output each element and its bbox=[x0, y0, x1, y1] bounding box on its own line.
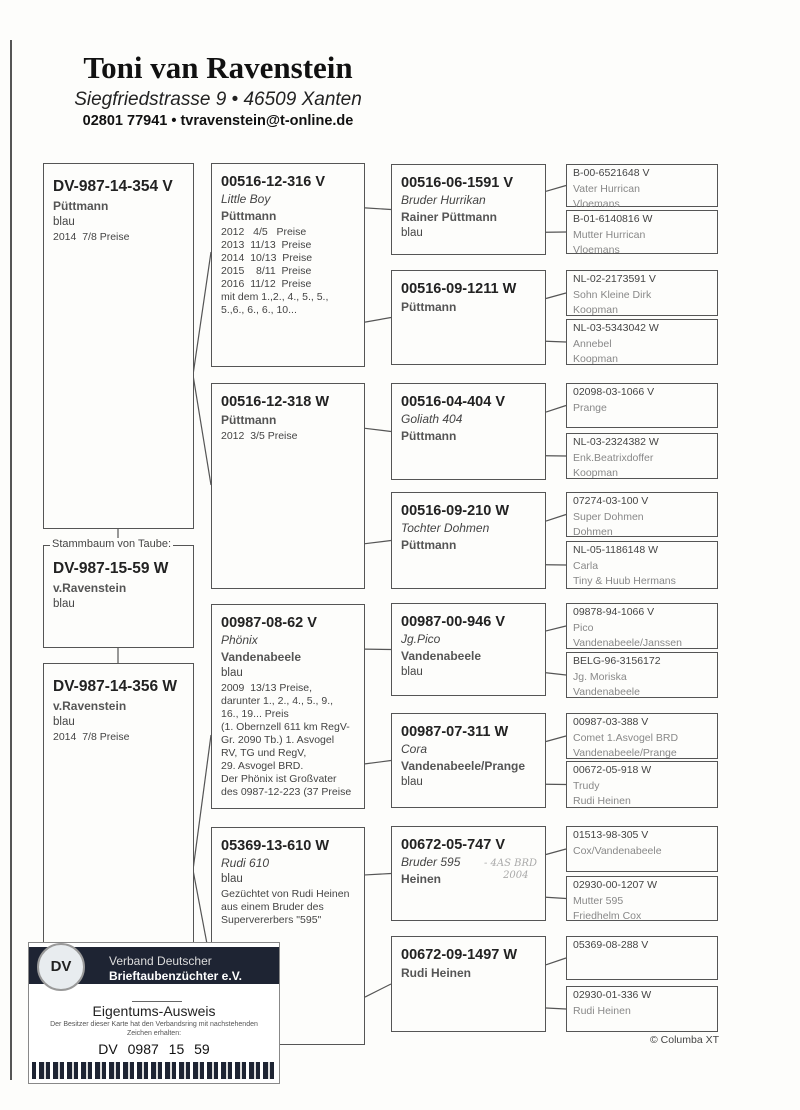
card-text: Der Besitzer dieser Karte hat den Verbandsring mit nachstehenden Zeichen erhalten: bbox=[50, 1021, 258, 1037]
ring-number: 01513-98-305 V bbox=[573, 829, 649, 841]
ring-number: 02930-01-336 W bbox=[573, 989, 652, 1001]
ancestor-detail: Vater Hurrican bbox=[573, 182, 640, 195]
ancestor-box bbox=[566, 986, 718, 1032]
grandparent-box bbox=[211, 604, 365, 809]
divider bbox=[132, 1001, 182, 1002]
ring-number: 00987-03-388 V bbox=[573, 716, 649, 728]
breeder: v.Ravenstein bbox=[53, 581, 127, 595]
ring-number: 00672-05-747 V bbox=[401, 837, 505, 853]
connector-line bbox=[193, 375, 211, 485]
connector-line bbox=[365, 761, 391, 764]
breeder: Püttmann bbox=[221, 413, 277, 427]
copyright: © Columba XT bbox=[650, 1034, 720, 1046]
ring-number: BELG-96-3156172 bbox=[573, 655, 661, 667]
ring-number: 00516-12-316 V bbox=[221, 174, 325, 190]
pigeon-name: Phönix bbox=[221, 633, 258, 647]
ancestor-box bbox=[566, 210, 718, 254]
ring-number: B-01-6140816 W bbox=[573, 213, 653, 225]
connector-line bbox=[365, 541, 391, 544]
connector-line bbox=[546, 341, 566, 342]
breeder: Püttmann bbox=[53, 199, 109, 213]
ancestor-detail: Vandenabeele/Prange bbox=[573, 747, 677, 759]
ancestor-detail: Comet 1.Asvogel BRD bbox=[573, 731, 679, 744]
subject-pigeon-box bbox=[43, 545, 194, 648]
connector-line bbox=[546, 626, 566, 631]
pigeon-name: Cora bbox=[401, 742, 428, 756]
connector-line bbox=[546, 897, 566, 898]
connector-line bbox=[546, 958, 566, 965]
ring-number: 00516-09-1211 W bbox=[401, 281, 517, 297]
color: blau bbox=[221, 667, 243, 679]
ring-number: 05369-13-610 W bbox=[221, 838, 330, 854]
ancestor-detail: Mutter 595 bbox=[573, 894, 624, 907]
ring-number: 00516-04-404 V bbox=[401, 394, 505, 410]
ancestor-detail: Koopman bbox=[573, 304, 618, 316]
ancestor-detail: Koopman bbox=[573, 467, 618, 479]
color: blau bbox=[53, 716, 75, 728]
breeder: Rudi Heinen bbox=[401, 966, 472, 980]
connector-line bbox=[365, 984, 391, 997]
org-name-1: Verband Deutscher bbox=[109, 954, 212, 968]
breeder: Püttmann bbox=[401, 429, 457, 443]
ancestor-box bbox=[566, 541, 718, 589]
breeder: Püttmann bbox=[221, 209, 277, 223]
ancestor-detail: Enk.Beatrixdoffer bbox=[573, 451, 654, 464]
breeder: Püttmann bbox=[401, 300, 457, 314]
ancestor-box bbox=[566, 761, 718, 808]
ancestor-box bbox=[566, 652, 718, 698]
ring-number: 00516-06-1591 V bbox=[401, 175, 514, 191]
ring-number: 00987-08-62 V bbox=[221, 615, 317, 631]
ring-number: 00672-05-918 W bbox=[573, 764, 652, 776]
grandparent-box bbox=[211, 163, 365, 367]
ring-number: NL-03-2324382 W bbox=[573, 436, 659, 448]
ancestor-detail: Koopman bbox=[573, 353, 618, 365]
ancestor-detail: Vloemans bbox=[573, 198, 620, 210]
ancestor-detail: Annebel bbox=[573, 337, 612, 350]
pigeon-name: Tochter Dohmen bbox=[401, 521, 490, 535]
ring-number: 00987-07-311 W bbox=[401, 724, 509, 740]
ancestor-detail: Pico bbox=[573, 621, 594, 634]
connector-line bbox=[546, 515, 566, 522]
ancestor-detail: Trudy bbox=[573, 779, 600, 792]
decorative-border bbox=[32, 1062, 276, 1079]
performance-notes: Gezüchtet von Rudi Heinen aus einem Bruder des Supervererbers "595" bbox=[221, 888, 350, 926]
ancestor-detail: Sohn Kleine Dirk bbox=[573, 288, 652, 301]
great-grandparent-box bbox=[391, 492, 546, 589]
ancestor-detail: Jg. Moriska bbox=[573, 670, 627, 683]
ring-number: 02098-03-1066 V bbox=[573, 386, 655, 398]
breeder: Vandenabeele/Prange bbox=[401, 759, 526, 773]
ring-number: 07274-03-100 V bbox=[573, 495, 649, 507]
breeder: Vandenabeele bbox=[401, 649, 482, 663]
ancestor-detail: Vandenabeele/Janssen bbox=[573, 637, 682, 649]
ancestor-box bbox=[566, 492, 718, 537]
pigeon-name: Bruder 595 bbox=[401, 855, 461, 869]
connector-line bbox=[365, 428, 391, 431]
connector-line bbox=[546, 186, 566, 192]
connector-line bbox=[546, 673, 566, 675]
color: blau bbox=[401, 776, 423, 788]
connector-line bbox=[546, 849, 566, 855]
ancestor-detail: Mutter Hurrican bbox=[573, 228, 646, 241]
ancestor-detail: Carla bbox=[573, 559, 599, 572]
handwritten-note-text: - 4AS BRD 2004 bbox=[484, 858, 538, 881]
ring-number: 00516-12-318 W bbox=[221, 394, 330, 410]
ancestor-detail: Vloemans bbox=[573, 244, 620, 256]
ancestor-box bbox=[566, 876, 718, 921]
performance-notes: 2009 13/13 Preise, darunter 1., 2., 4., 5., 9., 16., 19... Preis (1. Obernzell 611 km RegV- Gr. 2090 Tb.) 1. Asvogel RV, TG und RegV, 29. Asvogel BRD. Der Phönix ist Großvater des 0987-12-223 (37 Preise bbox=[221, 682, 352, 798]
ancestor-detail: Tiny & Huub Hermans bbox=[573, 575, 676, 587]
ring-number: NL-05-1186148 W bbox=[573, 544, 659, 556]
performance-notes: 2014 7/8 Preise bbox=[53, 731, 130, 743]
ancestor-detail: Super Dohmen bbox=[573, 510, 644, 523]
ring-number: NL-03-5343042 W bbox=[573, 322, 659, 334]
pigeon-name: Goliath 404 bbox=[401, 412, 463, 426]
connector-line bbox=[546, 293, 566, 299]
ancestor-box bbox=[566, 270, 718, 316]
great-grandparent-box bbox=[391, 936, 546, 1032]
ancestor-detail: Cox/Vandenabeele bbox=[573, 844, 662, 857]
ancestor-box bbox=[566, 433, 718, 479]
ring-number: B-00-6521648 V bbox=[573, 167, 650, 179]
performance-notes: 2014 7/8 Preise bbox=[53, 231, 130, 243]
ancestor-box bbox=[566, 713, 718, 759]
ancestor-detail: Friedhelm Cox bbox=[573, 910, 642, 922]
breeder-address: Siegfriedstrasse 9 • 46509 Xanten bbox=[74, 89, 362, 110]
ancestor-detail: Dohmen bbox=[573, 526, 613, 538]
color: blau bbox=[401, 666, 423, 678]
ancestor-detail: Prange bbox=[573, 401, 607, 414]
performance-notes: 2012 4/5 Preise 2013 11/13 Preise 2014 10/13 Preise 2015 8/11 Preise 2016 11/12 Preise mit dem 1.,2., 4., 5., 5., 5.,6., 6., 6., 10... bbox=[221, 226, 329, 316]
connector-line bbox=[365, 874, 391, 875]
ring-number: 02930-00-1207 W bbox=[573, 879, 658, 891]
great-grandparent-box bbox=[391, 603, 546, 696]
ring-number: DV-987-14-354 V bbox=[53, 178, 173, 195]
great-grandparent-box bbox=[391, 164, 546, 255]
ancestor-box bbox=[566, 603, 718, 649]
pigeon-name: Little Boy bbox=[221, 192, 271, 206]
pigeon-name: Jg.Pico bbox=[401, 632, 441, 646]
great-grandparent-box bbox=[391, 270, 546, 365]
ring-number: 09878-94-1066 V bbox=[573, 606, 655, 618]
ownership-card bbox=[28, 942, 280, 1084]
ring-number: 05369-08-288 V bbox=[573, 939, 649, 951]
breeder: Heinen bbox=[401, 872, 442, 886]
ring-number: 00987-00-946 V bbox=[401, 614, 505, 630]
ancestor-box bbox=[566, 164, 718, 210]
breeder-name: Toni van Ravenstein bbox=[83, 50, 353, 85]
ancestor-box bbox=[566, 936, 718, 980]
ancestor-box bbox=[566, 826, 718, 872]
ring-number: DV-987-14-356 W bbox=[53, 678, 178, 695]
sire-box bbox=[43, 163, 194, 529]
ring-number: NL-02-2173591 V bbox=[573, 273, 656, 285]
ring-number: DV-987-15-59 W bbox=[53, 560, 169, 577]
breeder: Püttmann bbox=[401, 538, 457, 552]
color: blau bbox=[221, 873, 243, 885]
connector-line bbox=[193, 735, 211, 870]
performance-notes: 2012 3/5 Preise bbox=[221, 430, 298, 442]
handwritten-note bbox=[484, 858, 537, 882]
card-ring-number: DV 0987 15 59 bbox=[98, 1041, 210, 1057]
connector-line bbox=[365, 208, 391, 210]
pigeon-name: Bruder Hurrikan bbox=[401, 193, 486, 207]
breeder-contact: 02801 77941 • tvravenstein@t-online.de bbox=[82, 113, 354, 129]
subject-legend: Stammbaum von Taube: bbox=[52, 538, 172, 550]
great-grandparent-box bbox=[391, 713, 546, 808]
connector-line bbox=[546, 1008, 566, 1009]
connector-line bbox=[546, 736, 566, 742]
breeder: Rainer Püttmann bbox=[401, 210, 498, 224]
color: blau bbox=[401, 227, 423, 239]
grandparent-box bbox=[211, 383, 365, 589]
ring-number: 00672-09-1497 W bbox=[401, 947, 518, 963]
ancestor-box bbox=[566, 319, 718, 365]
pigeon-name: Rudi 610 bbox=[221, 856, 270, 870]
color: blau bbox=[53, 598, 75, 610]
connector-line bbox=[365, 318, 391, 323]
breeder: v.Ravenstein bbox=[53, 699, 127, 713]
ancestor-detail: Rudi Heinen bbox=[573, 795, 631, 807]
color: blau bbox=[53, 216, 75, 228]
ancestor-detail: Vandenabeele bbox=[573, 686, 640, 698]
org-name-2: Brieftaubenzüchter e.V. bbox=[109, 969, 242, 983]
dv-logo: DV bbox=[37, 943, 85, 991]
connector-line bbox=[546, 406, 566, 413]
ancestor-detail: Rudi Heinen bbox=[573, 1004, 631, 1017]
ancestor-box bbox=[566, 383, 718, 428]
card-title: Eigentums-Ausweis bbox=[92, 1003, 216, 1019]
ring-number: 00516-09-210 W bbox=[401, 503, 510, 519]
great-grandparent-box bbox=[391, 383, 546, 480]
connector-line bbox=[193, 252, 211, 375]
breeder: Vandenabeele bbox=[221, 650, 302, 664]
